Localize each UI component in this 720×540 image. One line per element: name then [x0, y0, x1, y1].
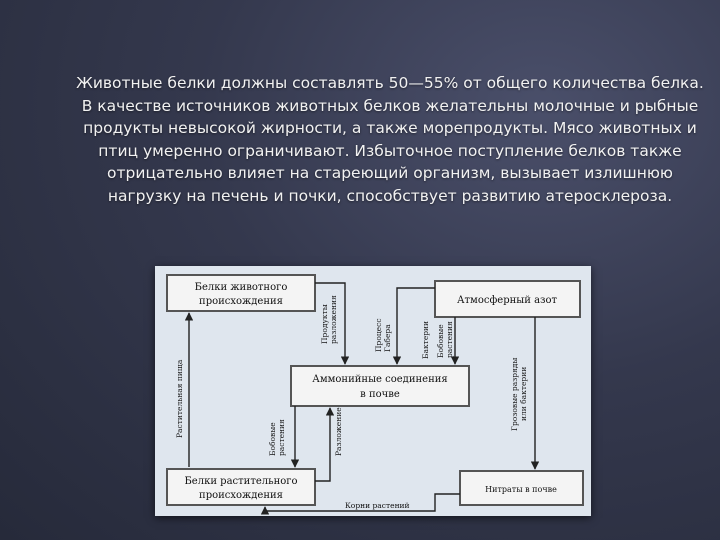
node-nitrates-label: Нитраты в почве	[485, 485, 557, 494]
node-plant-proteins	[167, 469, 315, 505]
node-plant-proteins-line1: Белки растительного	[184, 476, 298, 487]
label-decomposition: Разложение	[334, 407, 343, 456]
label-legumes-bottom-1: Бобовые	[268, 422, 277, 456]
label-haber-2: Габера	[383, 324, 392, 352]
diagram-canvas	[155, 266, 591, 516]
node-ammonium	[291, 366, 469, 406]
node-nitrates	[460, 471, 583, 505]
label-plant-food: Растительная пища	[175, 359, 184, 438]
label-decay-products-2: разложения	[329, 295, 338, 344]
node-plant-proteins-line2: происхождения	[199, 490, 283, 501]
node-animal-proteins-line1: Белки животного	[194, 282, 288, 293]
nitrogen-cycle-diagram	[155, 266, 591, 516]
node-atmospheric-nitrogen-label: Атмосферный азот	[456, 295, 558, 306]
label-haber-1: Процесс	[374, 318, 383, 352]
node-ammonium-line1: Аммонийные соединения	[312, 374, 448, 385]
label-bacteria: Бактерии	[421, 320, 430, 359]
label-plant-roots: Корни растений	[345, 501, 410, 510]
node-ammonium-line2: в почве	[360, 389, 400, 400]
node-animal-proteins-line2: происхождения	[199, 296, 283, 307]
edge-decomposition	[315, 408, 330, 481]
label-legumes-top-1: Бобовые	[436, 324, 445, 358]
node-atmospheric-nitrogen	[435, 281, 580, 317]
label-legumes-top-2: растения	[445, 321, 454, 358]
label-legumes-bottom-2: растения	[277, 419, 286, 456]
label-thunderstorms-2: или бактерии	[519, 366, 528, 421]
slide-paragraph: Животные белки должны составлять 50—55% от общего количества белка. В качестве источников животных белков желательны молочные и рыбные продукты невысокой жирности, а также морепродукты. Мясо животных и птиц умеренно ограничивают. Избыточное поступление белков также отрицательно влияет на стареющий организм, вызывает излишнюю нагрузку на печень и почки, способствует развитию атеросклероза.	[76, 74, 704, 205]
node-animal-proteins	[167, 275, 315, 311]
label-decay-products-1: Продукты	[320, 304, 329, 344]
label-thunderstorms-1: Грозовые разряды	[510, 357, 519, 431]
